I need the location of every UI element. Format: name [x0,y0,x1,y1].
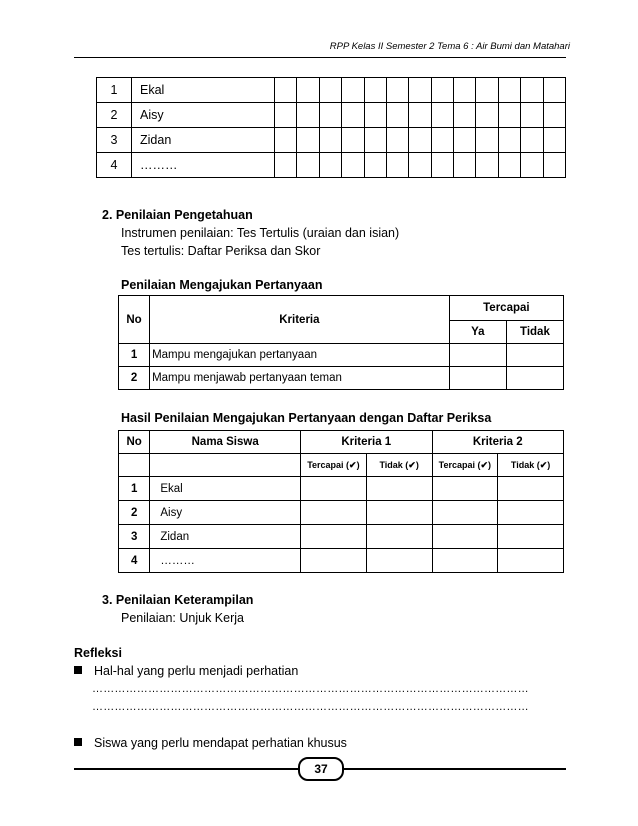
fill-in-line: ……………………………………………………………………………………………………… [92,683,529,695]
student-name: Ekal [132,78,275,103]
criteria-table [118,295,564,390]
row-number: 2 [119,501,150,525]
footer-line-right [338,768,566,770]
table-row [97,153,566,178]
score-cell [297,128,319,153]
table-row [119,549,564,573]
refleksi-item-text: Hal-hal yang perlu menjadi perhatian [94,664,299,678]
refleksi-item-2 [74,735,347,752]
row-number: 3 [119,525,150,549]
score-cell [543,128,566,153]
empty-cell [150,454,301,477]
criteria-text: Mampu mengajukan pertanyaan [150,344,450,367]
score-cell [521,153,543,178]
score-cell [498,103,520,128]
score-cell [431,103,453,128]
table-row [119,525,564,549]
score-cell [431,153,453,178]
check-cell [366,525,432,549]
student-skill-table [96,77,566,178]
score-cell [319,103,341,128]
row-number: 4 [97,153,132,178]
table-row [119,344,564,367]
score-cell [409,103,431,128]
score-cell [319,78,341,103]
score-cell [476,103,498,128]
table-row [119,477,564,501]
score-cell [297,153,319,178]
score-cell [342,153,364,178]
score-cell [521,128,543,153]
header-tidak: Tidak (✔) [498,454,564,477]
score-cell [319,128,341,153]
score-cell [364,103,386,128]
score-cell [476,128,498,153]
subsection-title: Penilaian Mengajukan Pertanyaan [121,278,323,292]
header-nama-siswa: Nama Siswa [150,431,301,454]
score-cell [476,78,498,103]
check-cell [301,549,367,573]
score-cell [386,128,408,153]
check-cell [432,525,498,549]
score-cell [543,153,566,178]
check-cell [432,501,498,525]
header-tidak: Tidak [506,321,563,344]
check-cell [498,501,564,525]
score-cell [297,78,319,103]
score-cell [454,103,476,128]
student-name: Ekal [150,477,301,501]
check-cell [449,344,506,367]
score-cell [454,78,476,103]
score-cell [431,78,453,103]
score-cell [498,78,520,103]
score-cell [454,153,476,178]
score-cell [409,153,431,178]
score-cell [409,128,431,153]
score-cell [498,128,520,153]
row-number: 1 [119,344,150,367]
student-name: Zidan [132,128,275,153]
check-cell [498,477,564,501]
header-kriteria: Kriteria [150,296,450,344]
square-bullet-icon [74,738,82,746]
student-name: Aisy [150,501,301,525]
refleksi-item-text: Siswa yang perlu mendapat perhatian khusus [94,736,347,750]
check-cell [432,549,498,573]
score-cell [386,78,408,103]
check-cell [498,549,564,573]
score-cell [275,128,297,153]
header-tidak: Tidak (✔) [366,454,432,477]
written-test-line: Tes tertulis: Daftar Periksa dan Skor [121,244,321,258]
score-cell [342,103,364,128]
score-cell [364,78,386,103]
score-cell [275,153,297,178]
check-cell [301,525,367,549]
section-title-keterampilan: 3. Penilaian Keterampilan [102,593,254,607]
table-row [119,367,564,390]
student-name: ……… [132,153,275,178]
row-number: 2 [119,367,150,390]
student-name: ……… [150,549,301,573]
check-cell [432,477,498,501]
header-kriteria-2: Kriteria 2 [432,431,564,454]
score-cell [543,78,566,103]
check-cell [301,477,367,501]
check-cell [498,525,564,549]
empty-cell [119,454,150,477]
score-cell [319,153,341,178]
subsection-title: Hasil Penilaian Mengajukan Pertanyaan dengan Daftar Periksa [121,411,492,425]
score-cell [275,103,297,128]
check-cell [506,367,563,390]
header-tercapai: Tercapai [449,296,563,321]
page-number: 37 [298,757,344,781]
score-cell [521,103,543,128]
check-cell [301,501,367,525]
student-name: Aisy [132,103,275,128]
check-cell [506,344,563,367]
check-cell [366,549,432,573]
score-cell [476,153,498,178]
row-number: 2 [97,103,132,128]
check-cell [449,367,506,390]
checklist-table [118,430,564,573]
row-number: 3 [97,128,132,153]
score-cell [386,153,408,178]
score-cell [297,103,319,128]
score-cell [364,153,386,178]
table-row [97,103,566,128]
check-cell [366,501,432,525]
header-kriteria-1: Kriteria 1 [301,431,432,454]
running-header: RPP Kelas II Semester 2 Tema 6 : Air Bumi dan Matahari [329,41,570,52]
header-tercapai: Tercapai (✔) [432,454,498,477]
row-number: 1 [119,477,150,501]
row-number: 4 [119,549,150,573]
header-ya: Ya [449,321,506,344]
score-cell [498,153,520,178]
refleksi-item-1 [74,663,298,680]
check-cell [366,477,432,501]
score-cell [409,78,431,103]
score-cell [342,128,364,153]
score-cell [364,128,386,153]
assessment-line: Penilaian: Unjuk Kerja [121,611,244,625]
header-divider [74,57,566,58]
criteria-text: Mampu menjawab pertanyaan teman [150,367,450,390]
instrument-line: Instrumen penilaian: Tes Tertulis (uraian dan isian) [121,226,400,240]
score-cell [342,78,364,103]
header-tercapai: Tercapai (✔) [301,454,367,477]
fill-in-line: ……………………………………………………………………………………………………… [92,701,529,713]
section-title-pengetahuan: 2. Penilaian Pengetahuan [102,208,253,222]
table-row [97,78,566,103]
student-name: Zidan [150,525,301,549]
refleksi-title: Refleksi [74,646,122,660]
square-bullet-icon [74,666,82,674]
score-cell [431,128,453,153]
table-row [97,128,566,153]
score-cell [521,78,543,103]
footer-line-left [74,768,300,770]
header-no: No [119,431,150,454]
header-no: No [119,296,150,344]
score-cell [454,128,476,153]
score-cell [275,78,297,103]
table-row [119,501,564,525]
score-cell [386,103,408,128]
row-number: 1 [97,78,132,103]
score-cell [543,103,566,128]
